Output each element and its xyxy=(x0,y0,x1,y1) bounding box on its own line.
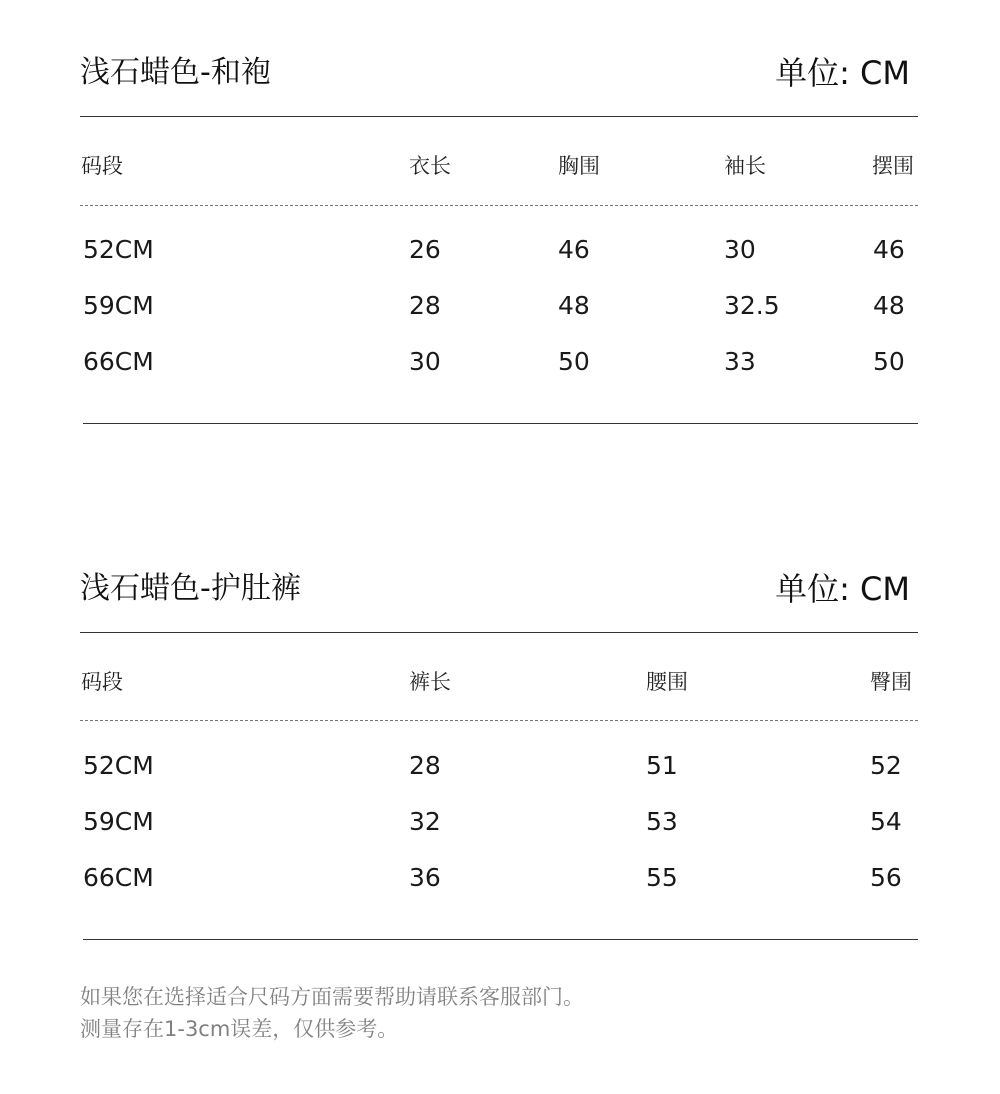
table-cell: 50 xyxy=(873,347,905,376)
table-cell: 28 xyxy=(409,751,441,780)
top-rule xyxy=(80,632,918,633)
header-hem: 摆围 xyxy=(872,154,914,178)
table-cell: 26 xyxy=(409,235,441,264)
top-rule xyxy=(80,116,918,117)
table-cell: 55 xyxy=(646,863,678,892)
table-cell: 36 xyxy=(409,863,441,892)
header-divider xyxy=(80,205,918,206)
bottom-rule xyxy=(83,939,918,940)
header-pants-length: 裤长 xyxy=(409,670,451,694)
header-chest: 胸围 xyxy=(558,154,600,178)
table-cell: 46 xyxy=(873,235,905,264)
table-cell: 30 xyxy=(409,347,441,376)
table-cell: 48 xyxy=(558,291,590,320)
table-cell: 52CM xyxy=(83,751,154,780)
header-size: 码段 xyxy=(81,670,123,694)
bottom-rule xyxy=(83,423,918,424)
table-cell: 56 xyxy=(870,863,902,892)
table-cell: 33 xyxy=(724,347,756,376)
measurement-note: 测量存在1-3cm误差，仅供参考。 xyxy=(80,1017,399,1041)
table-title: 浅石蜡色-护肚裤 xyxy=(80,571,301,606)
table-cell: 51 xyxy=(646,751,678,780)
table-cell: 46 xyxy=(558,235,590,264)
table-cell: 32 xyxy=(409,807,441,836)
unit-label: 单位: CM xyxy=(775,570,910,608)
table-cell: 53 xyxy=(646,807,678,836)
table-title: 浅石蜡色-和袍 xyxy=(80,55,271,90)
header-sleeve: 袖长 xyxy=(724,154,766,178)
table-cell: 52 xyxy=(870,751,902,780)
table-cell: 59CM xyxy=(83,291,154,320)
header-length: 衣长 xyxy=(409,154,451,178)
table-cell: 28 xyxy=(409,291,441,320)
table-cell: 32.5 xyxy=(724,291,780,320)
unit-label: 单位: CM xyxy=(775,54,910,92)
header-divider xyxy=(80,720,918,721)
header-size: 码段 xyxy=(81,154,123,178)
table-cell: 50 xyxy=(558,347,590,376)
help-note: 如果您在选择适合尺码方面需要帮助请联系客服部门。 xyxy=(80,985,584,1009)
table-cell: 66CM xyxy=(83,347,154,376)
table-cell: 54 xyxy=(870,807,902,836)
table-cell: 59CM xyxy=(83,807,154,836)
table-cell: 30 xyxy=(724,235,756,264)
header-hip: 臀围 xyxy=(870,670,912,694)
table-cell: 48 xyxy=(873,291,905,320)
table-cell: 66CM xyxy=(83,863,154,892)
header-waist: 腰围 xyxy=(646,670,688,694)
table-cell: 52CM xyxy=(83,235,154,264)
